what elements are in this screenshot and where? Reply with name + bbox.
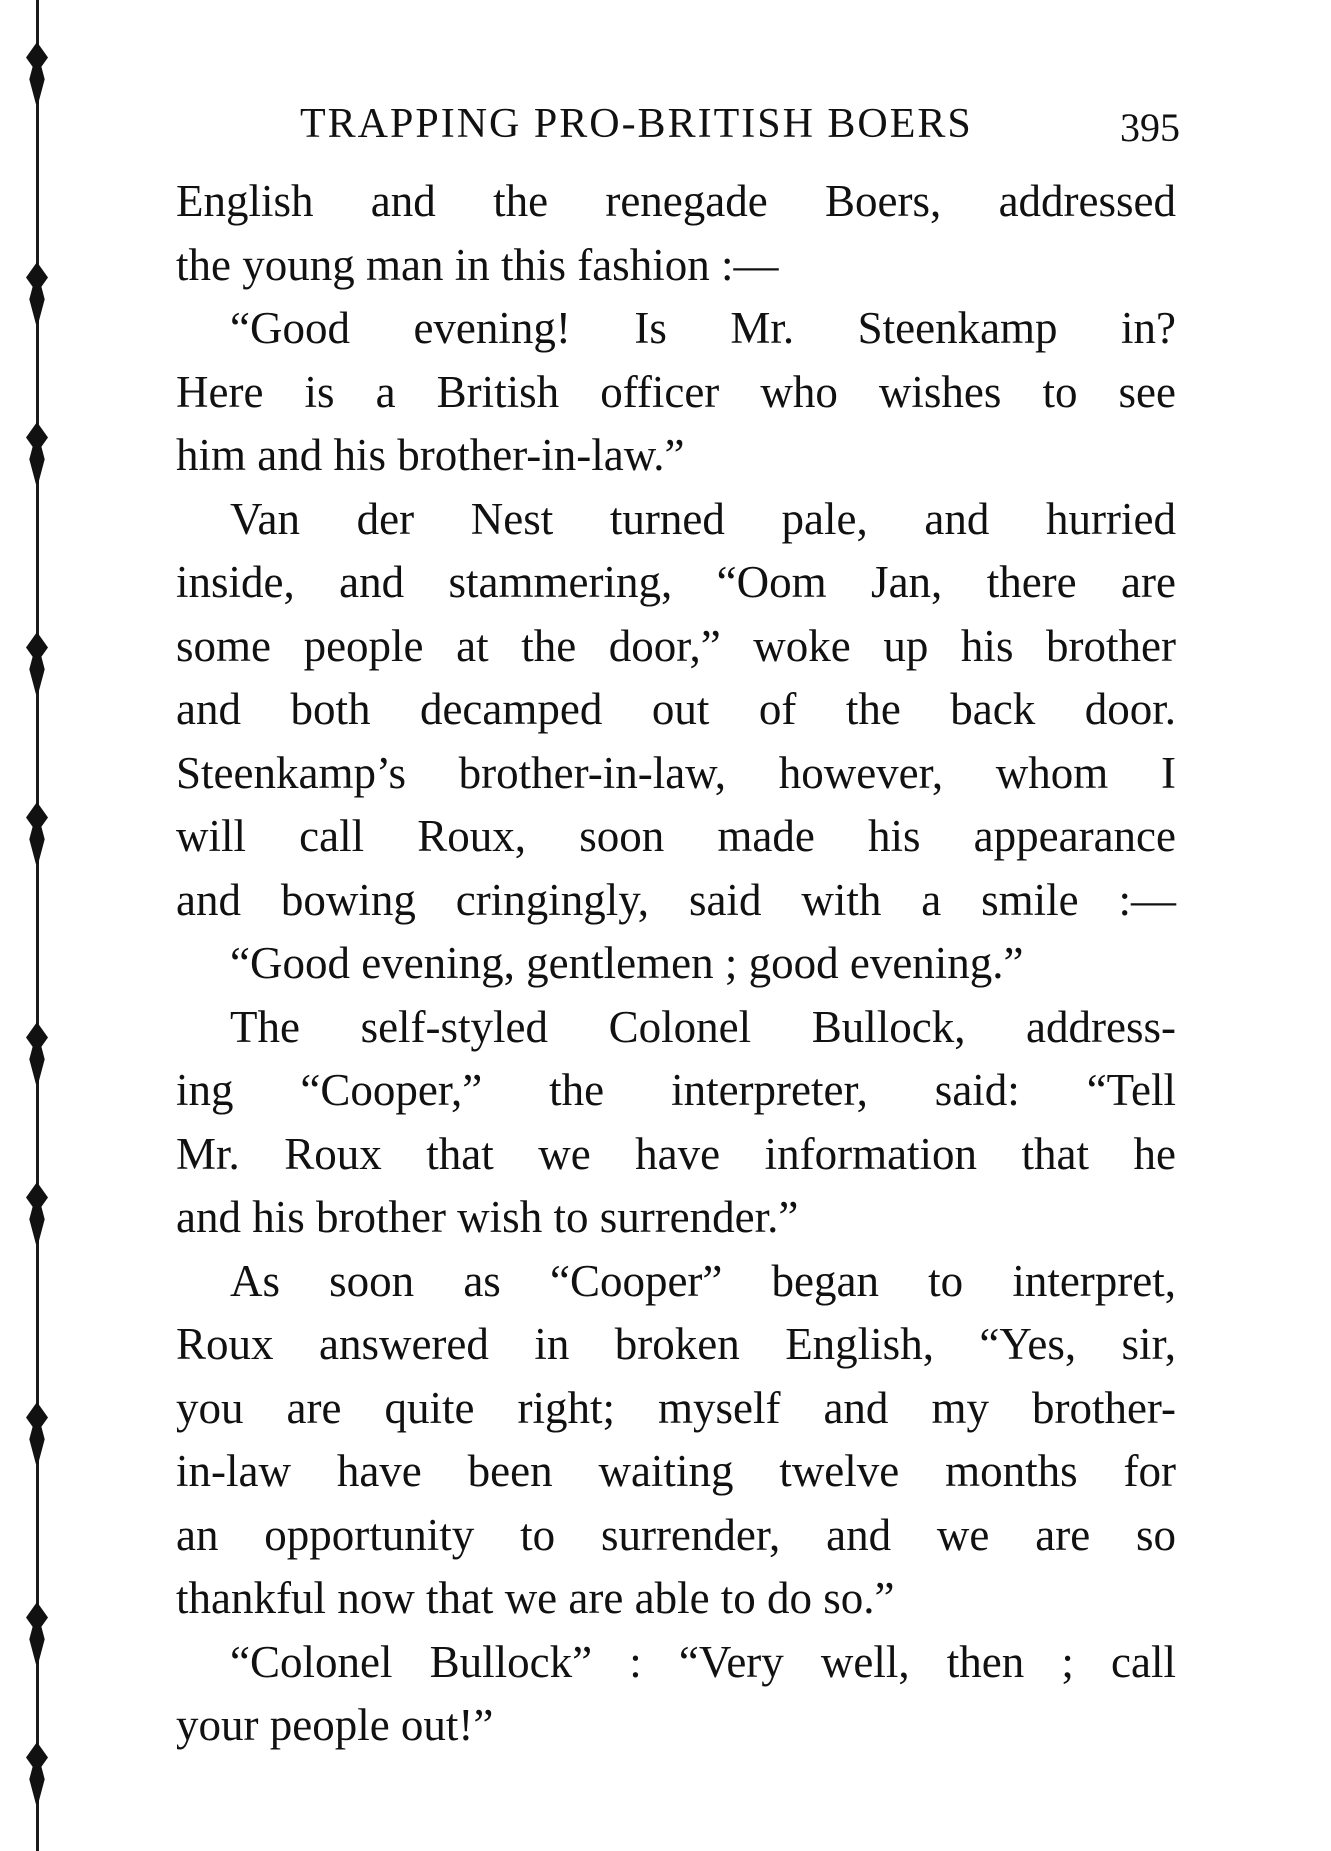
text-line: and his brother wish to surrender.” — [176, 1192, 799, 1242]
text-line: an opportunity to surrender, and we are so — [176, 1509, 1176, 1560]
binding-mark — [26, 1022, 48, 1084]
text-line: “Good evening! Is Mr. Steenkamp in? — [230, 303, 1176, 353]
text-line: Van der Nest turned pale, and hurried — [230, 493, 1176, 544]
text-line: “Colonel Bullock” : “Very well, then ; call — [230, 1636, 1176, 1687]
binding-mark — [26, 632, 48, 694]
text-line: ing “Cooper,” the interpreter, said: “Tell — [176, 1065, 1176, 1115]
binding-mark — [26, 42, 48, 104]
text-line: and both decamped out of the back door. — [176, 684, 1176, 734]
binding-mark — [26, 1602, 48, 1664]
text-line: “Good evening, gentlemen ; good evening.” — [230, 938, 1024, 988]
binding-mark — [26, 802, 48, 864]
body-text — [176, 170, 1176, 1758]
text-line: Steenkamp’s brother-in-law, however, whom I — [176, 747, 1176, 798]
page-number: 395 — [1120, 105, 1180, 150]
text-line: you are quite right; myself and my brother- — [176, 1382, 1176, 1433]
binding-mark — [26, 1402, 48, 1464]
binding-mark — [26, 1182, 48, 1244]
running-title: TRAPPING PRO-BRITISH BOERS — [300, 101, 973, 147]
running-head — [300, 100, 1180, 150]
text-line: inside, and stammering, “Oom Jan, there are — [176, 557, 1176, 607]
text-line: him and his brother-in-law.” — [176, 430, 685, 480]
binding-mark — [26, 422, 48, 484]
text-line: the young man in this fashion :— — [176, 239, 779, 290]
binding-mark — [26, 262, 48, 324]
text-line: thankful now that we are able to do so.” — [176, 1573, 895, 1623]
text-line: Roux answered in broken English, “Yes, sir, — [176, 1319, 1176, 1369]
text-line: English and the renegade Boers, addressed — [176, 176, 1176, 226]
text-line: in-law have been waiting twelve months for — [176, 1446, 1176, 1496]
text-line: will call Roux, soon made his appearance — [176, 811, 1176, 861]
text-line: and bowing cringingly, said with a smile :— — [176, 874, 1176, 925]
text-line: As soon as “Cooper” began to interpret, — [230, 1255, 1176, 1306]
text-line: Mr. Roux that we have information that he — [176, 1128, 1176, 1179]
text-line: Here is a British officer who wishes to see — [176, 366, 1176, 417]
text-line: your people out!” — [176, 1700, 494, 1750]
text-line: The self-styled Colonel Bullock, address- — [230, 1001, 1176, 1052]
binding-mark — [26, 1742, 48, 1804]
text-line: some people at the door,” woke up his brother — [176, 620, 1176, 671]
binding-edge — [22, 0, 52, 1851]
